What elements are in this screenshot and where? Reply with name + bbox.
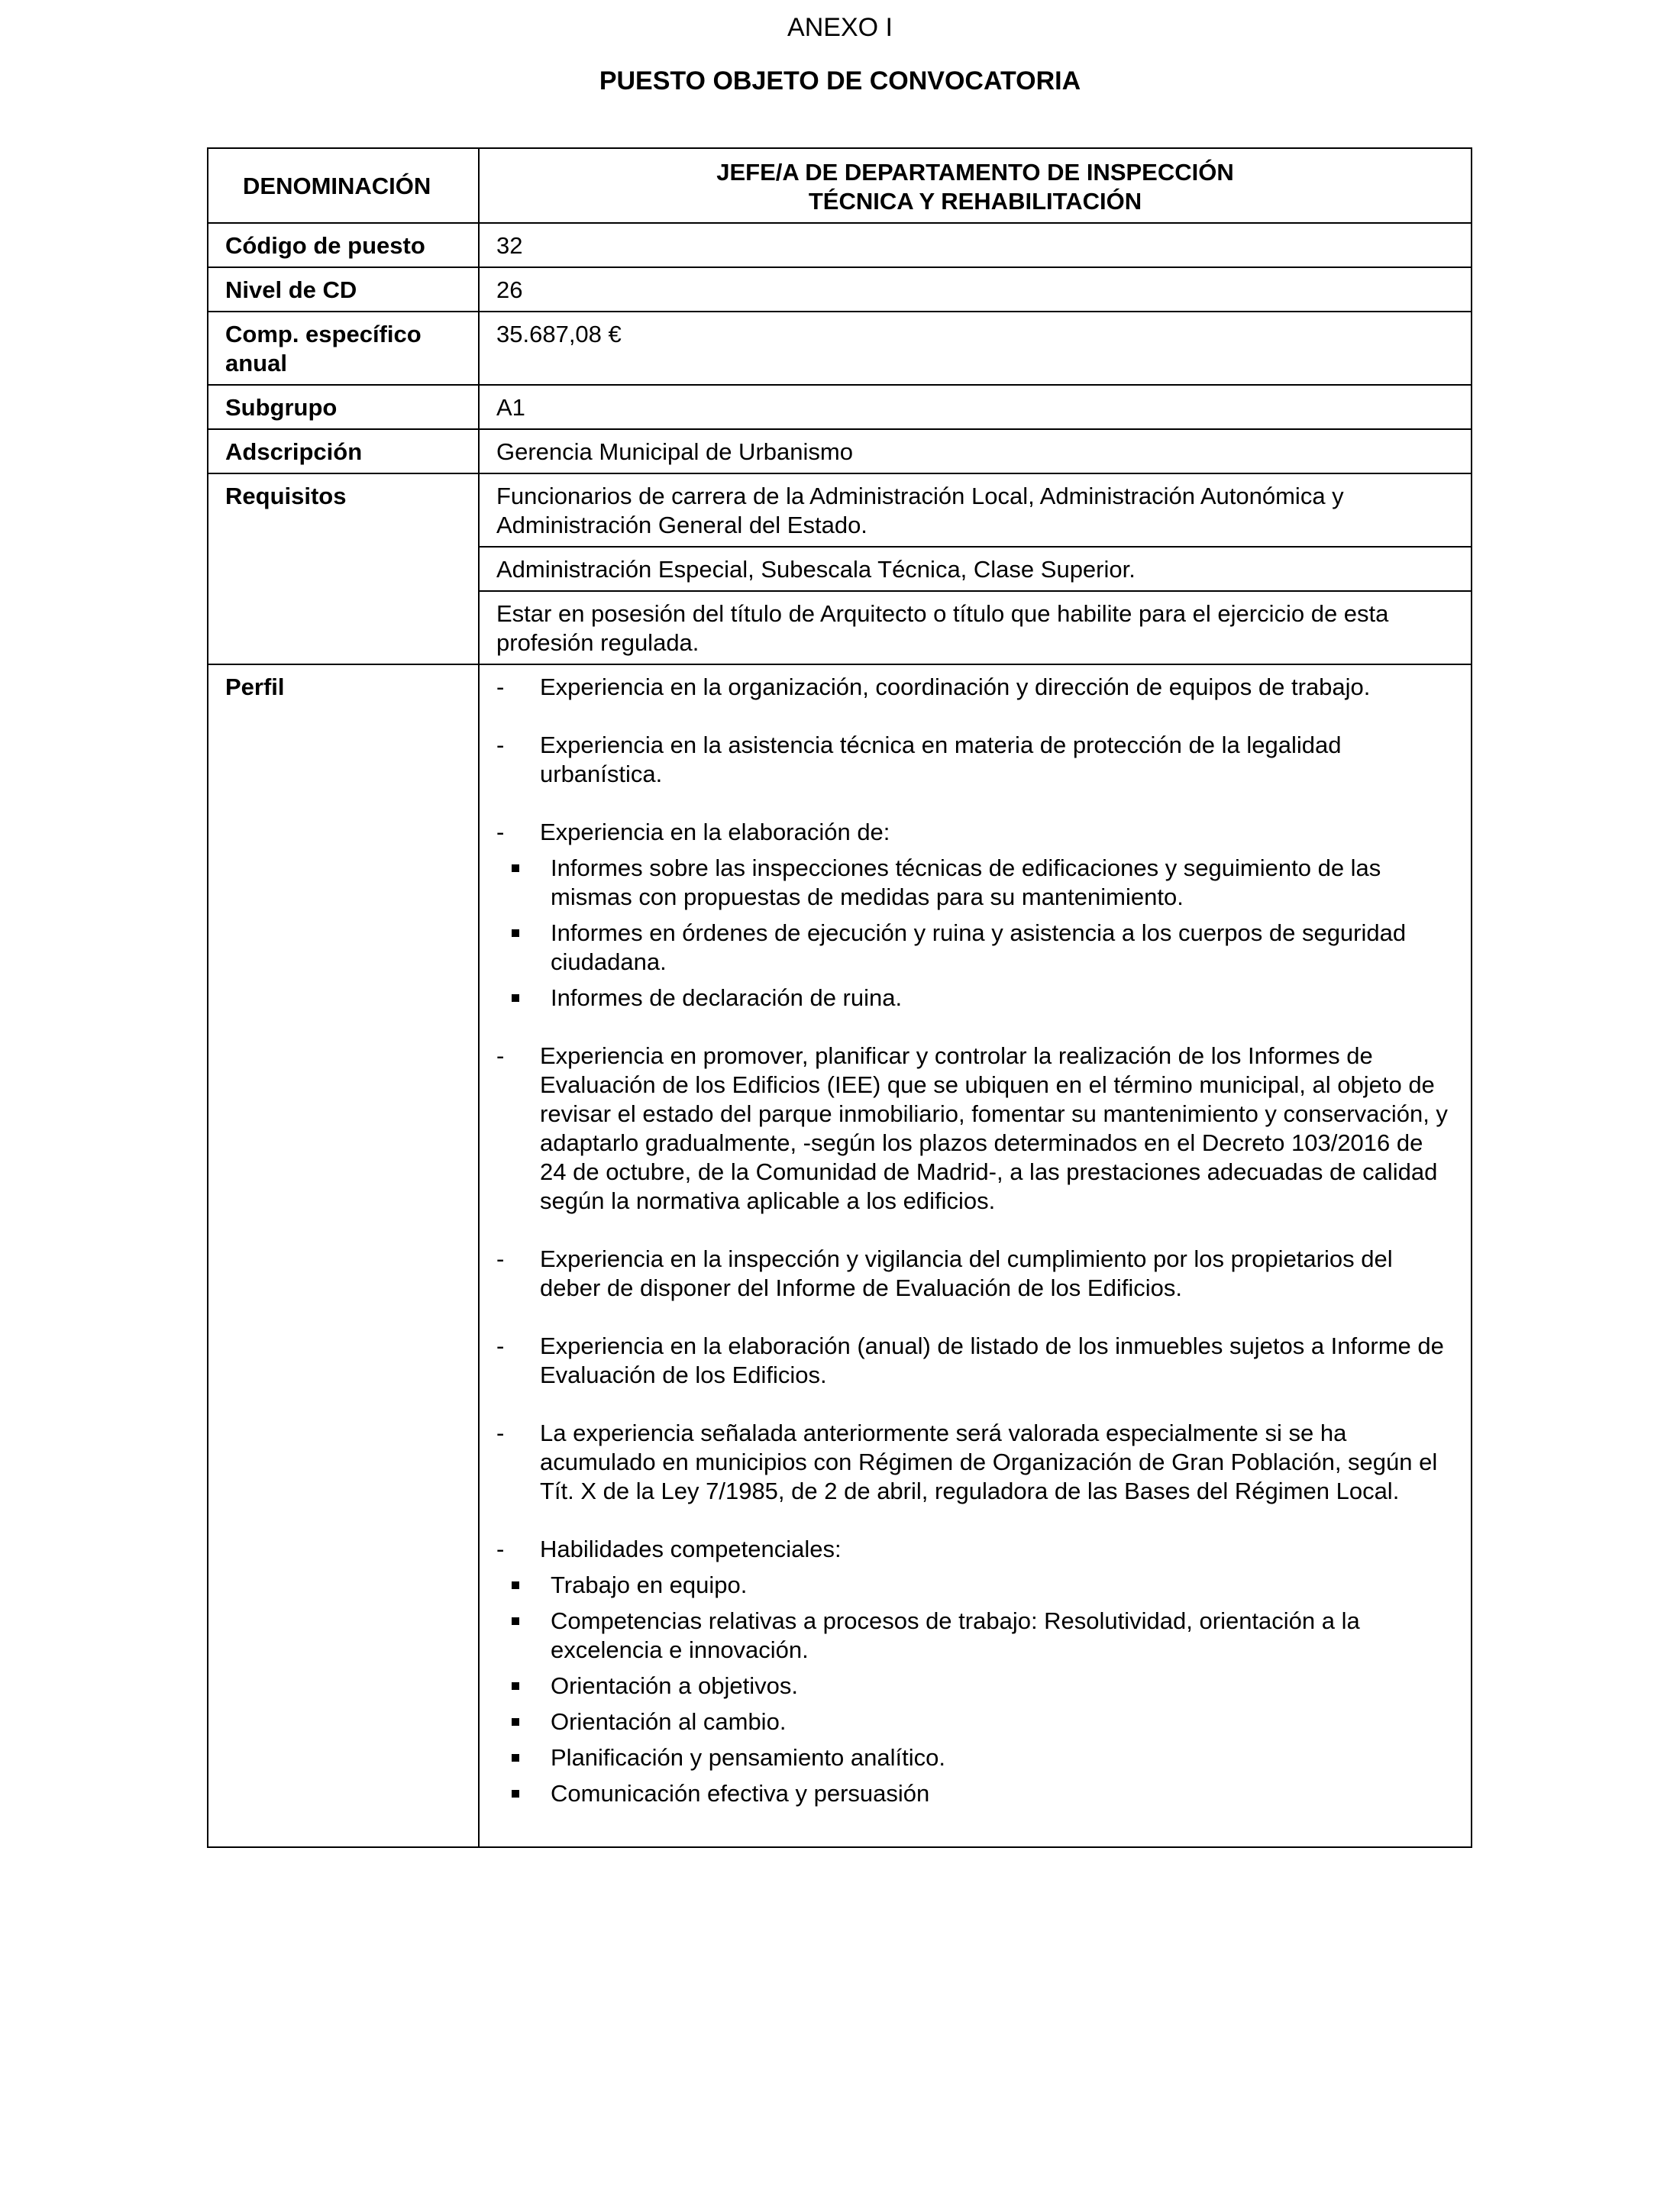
perfil-item-text: Experiencia en la asistencia técnica en materia de protección de la legalidad urbanística. [540, 732, 1342, 787]
perfil-item-text: Experiencia en la inspección y vigilancia del cumplimiento por los propietarios del deber de disponer del Informe de Evaluación de los Edificios. [540, 1245, 1393, 1301]
perfil-item-text: Experiencia en promover, planificar y controlar la realización de los Informes de Evaluación de los Edificios (IEE) que se ubiquen en el término municipal, al objeto de revisar el estado del parque inmobiliario, fomentar su mantenimiento y conservación, y adaptarlo gradualmente, -según los plazos determinados en el Decreto 103/2016 de 24 de octubre, de la Comunidad de Madrid-, a las prestaciones adecuadas de calidad según la normativa aplicable a los edificios. [540, 1042, 1448, 1214]
codigo-label: Código de puesto [225, 232, 425, 259]
square-bullet-icon [512, 929, 519, 937]
denominacion-value-line1: JEFE/A DE DEPARTAMENTO DE INSPECCIÓN [716, 159, 1234, 186]
perfil-item-text: Experiencia en la elaboración de: [540, 819, 890, 845]
square-bullet-icon [512, 1718, 519, 1726]
perfil-item [496, 1332, 1448, 1390]
nivel-label: Nivel de CD [225, 276, 357, 303]
row-codigo [208, 223, 1472, 267]
perfil-item [496, 818, 1448, 1013]
row-nivel [208, 267, 1472, 312]
adscripcion-label: Adscripción [225, 438, 363, 465]
perfil-sublist [496, 854, 1448, 1013]
dash-marker: - [496, 1245, 505, 1272]
sub-item: Planificación y pensamiento analítico. [496, 1743, 1448, 1772]
sub-item: Competencias relativas a procesos de trabajo: Resolutividad, orientación a la excelencia e innovación. [496, 1607, 1448, 1665]
perfil-item-text: Experiencia en la organización, coordinación y dirección de equipos de trabajo. [540, 674, 1371, 700]
complemento-value: 35.687,08 € [496, 321, 622, 347]
sub-item: Trabajo en equipo. [496, 1571, 1448, 1600]
row-denominacion [208, 148, 1472, 223]
row-subgrupo [208, 385, 1472, 429]
adscripcion-value: Gerencia Municipal de Urbanismo [496, 438, 853, 465]
row-requisitos-1 [208, 473, 1472, 547]
dash-marker: - [496, 819, 505, 845]
square-bullet-icon [512, 1790, 519, 1798]
requisito-item: Administración Especial, Subescala Técnica, Clase Superior. [496, 556, 1136, 583]
dash-marker: - [496, 674, 505, 700]
perfil-list [480, 665, 1471, 1846]
complemento-label: Comp. específico anual [225, 321, 422, 376]
square-bullet-icon [512, 994, 519, 1002]
perfil-item-text: La experiencia señalada anteriormente será valorada especialmente si se ha acumulado en municipios con Régimen de Organización de Gran Población, según el Tít. X de la Ley 7/1985, de 2 de abril, reguladora de las Bases del Régimen Local. [540, 1420, 1438, 1504]
square-bullet-icon [512, 1581, 519, 1589]
requisitos-label: Requisitos [225, 483, 347, 509]
row-complemento [208, 312, 1472, 385]
annex-heading: ANEXO I [787, 13, 893, 42]
perfil-item [496, 1245, 1448, 1303]
row-perfil [208, 664, 1472, 1847]
sub-item: Comunicación efectiva y persuasión [496, 1779, 1448, 1808]
square-bullet-icon [512, 864, 519, 872]
job-position-table [207, 147, 1472, 1848]
dash-marker: - [496, 1042, 505, 1069]
subgrupo-value: A1 [496, 394, 525, 421]
document-title: PUESTO OBJETO DE CONVOCATORIA [599, 66, 1081, 95]
perfil-item [496, 731, 1448, 789]
nivel-value: 26 [496, 276, 523, 303]
subgrupo-label: Subgrupo [225, 394, 338, 421]
perfil-item [496, 673, 1448, 702]
sub-item: Orientación a objetivos. [496, 1672, 1448, 1701]
square-bullet-icon [512, 1682, 519, 1690]
perfil-sublist [496, 1571, 1448, 1808]
row-requisitos-2 [208, 547, 1472, 591]
denominacion-value-line2: TÉCNICA Y REHABILITACIÓN [808, 188, 1142, 215]
requisito-item: Estar en posesión del título de Arquitecto o título que habilite para el ejercicio de esta profesión regulada. [496, 600, 1389, 656]
codigo-value: 32 [496, 232, 523, 259]
perfil-item-text: Habilidades competenciales: [540, 1536, 842, 1562]
sub-item: Orientación al cambio. [496, 1707, 1448, 1736]
sub-item: Informes en órdenes de ejecución y ruina y asistencia a los cuerpos de seguridad ciudadana. [496, 919, 1448, 977]
dash-marker: - [496, 1420, 505, 1446]
sub-item: Informes de declaración de ruina. [496, 984, 1448, 1013]
perfil-item [496, 1419, 1448, 1506]
sub-item: Informes sobre las inspecciones técnicas de edificaciones y seguimiento de las mismas con propuestas de medidas para su mantenimiento. [496, 854, 1448, 912]
row-requisitos-3 [208, 591, 1472, 664]
perfil-item [496, 1535, 1448, 1808]
dash-marker: - [496, 732, 505, 758]
denominacion-label: DENOMINACIÓN [243, 173, 431, 199]
row-adscripcion [208, 429, 1472, 473]
perfil-item [496, 1042, 1448, 1216]
requisito-item: Funcionarios de carrera de la Administración Local, Administración Autonómica y Administración General del Estado. [496, 483, 1344, 538]
perfil-item-text: Experiencia en la elaboración (anual) de listado de los inmuebles sujetos a Informe de Evaluación de los Edificios. [540, 1333, 1444, 1388]
denominacion-value [480, 149, 1471, 222]
square-bullet-icon [512, 1617, 519, 1625]
dash-marker: - [496, 1536, 505, 1562]
perfil-label: Perfil [225, 674, 285, 700]
dash-marker: - [496, 1333, 505, 1359]
square-bullet-icon [512, 1754, 519, 1762]
